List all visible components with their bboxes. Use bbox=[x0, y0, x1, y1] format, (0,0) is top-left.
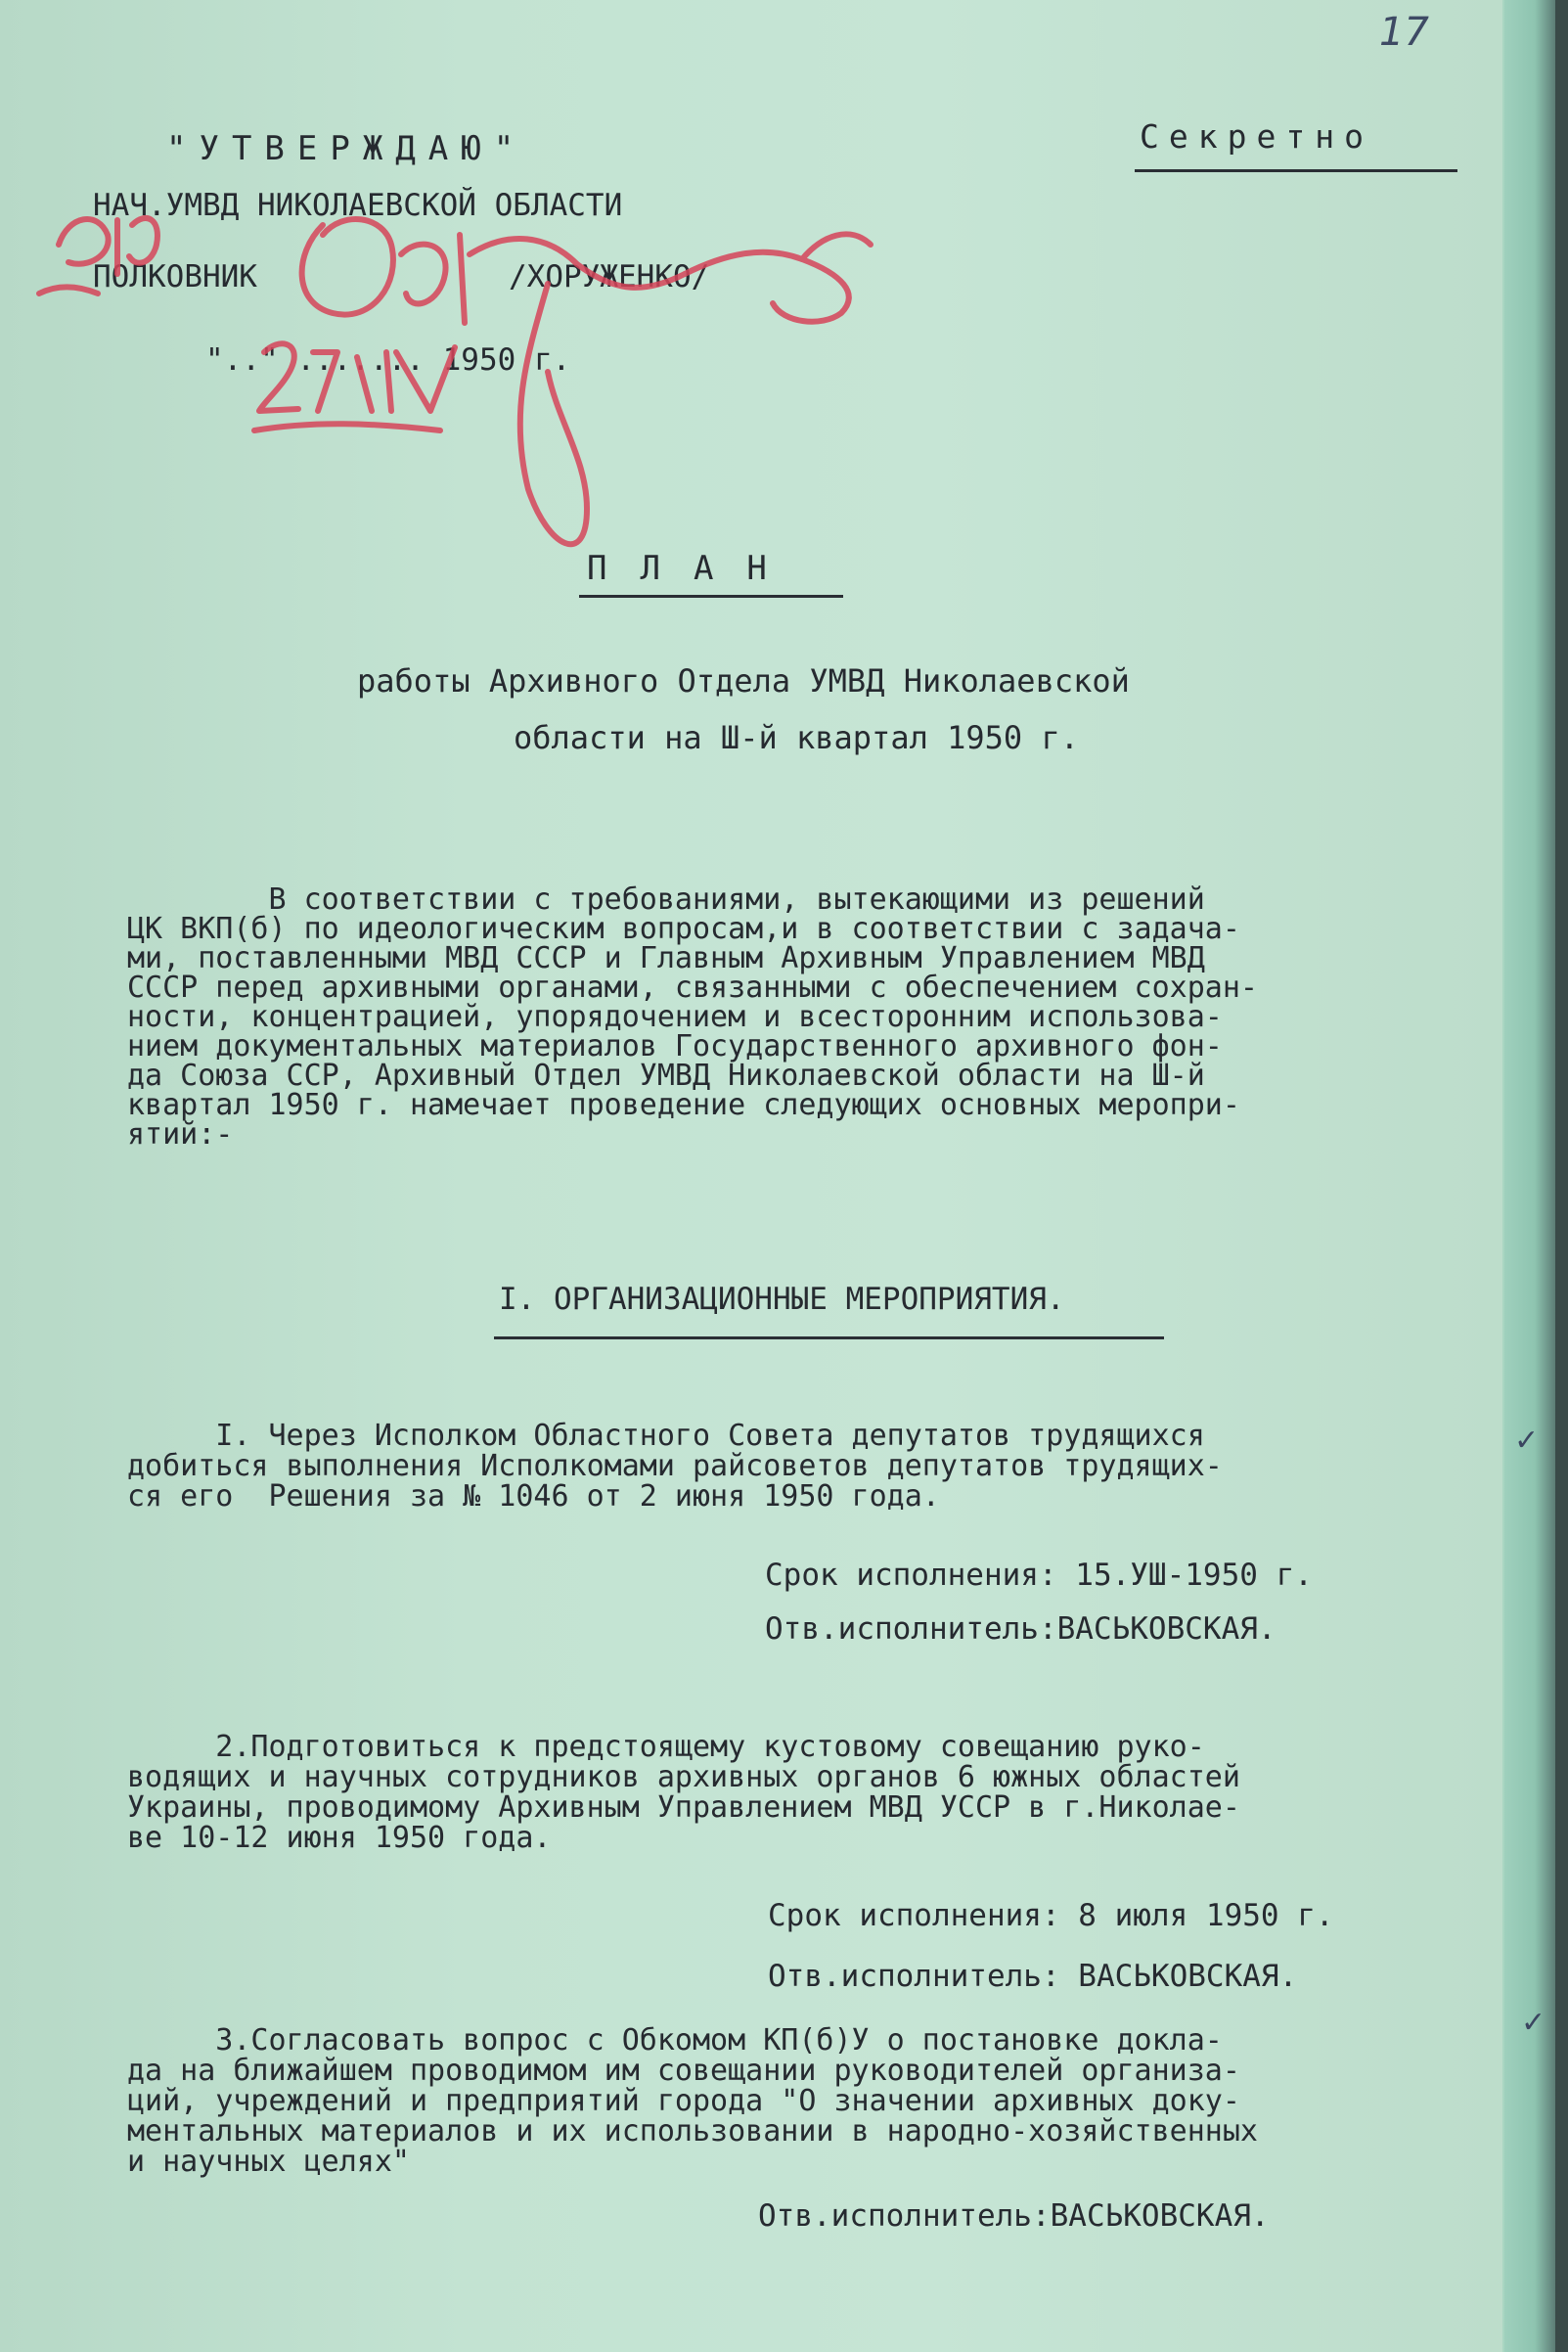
approval-position: НАЧ.УМВД НИКОЛАЕВСКОЙ ОБЛАСТИ bbox=[93, 188, 623, 223]
plan-item-3 bbox=[127, 2025, 1516, 2177]
intro-line: квартал 1950 г. намечает проведение следующих основных меропри- bbox=[127, 1088, 1240, 1122]
plan-item-line: ся его Решения за № 1046 от 2 июня 1950 года. bbox=[127, 1479, 940, 1514]
plan-item-line: I. Через Исполком Областного Совета депутатов трудящихся bbox=[127, 1419, 1205, 1453]
document-title-underline bbox=[579, 595, 843, 598]
approval-date: ".." ....... 1950 г. bbox=[205, 342, 571, 378]
classification-underline bbox=[1135, 169, 1457, 172]
plan-item-line: ве 10-12 июня 1950 года. bbox=[127, 1821, 552, 1855]
sheet-number: 17 bbox=[1379, 10, 1429, 55]
check-icon: ✓ bbox=[1521, 2006, 1546, 2040]
plan-item-2-deadline: Срок исполнения: 8 июля 1950 г. bbox=[768, 1898, 1334, 1933]
classification-label: Секретно bbox=[1140, 117, 1373, 156]
intro-line: В соответствии с требованиями, вытекающими из решений bbox=[127, 882, 1205, 917]
intro-line: ятий:- bbox=[127, 1117, 234, 1152]
plan-item-3-executor: Отв.исполнитель:ВАСЬКОВСКАЯ. bbox=[758, 2198, 1270, 2234]
plan-item-1-executor: Отв.исполнитель:ВАСЬКОВСКАЯ. bbox=[765, 1611, 1277, 1647]
intro-line: нием документальных материалов Государственного архивного фон- bbox=[127, 1029, 1223, 1063]
plan-item-1-deadline: Срок исполнения: 15.УШ-1950 г. bbox=[765, 1558, 1313, 1593]
plan-item-line: водящих и научных сотрудников архивных органов 6 южных областей bbox=[127, 1760, 1240, 1794]
intro-line: ЦК ВКП(б) по идеологическим вопросам,и в соответствии с задача- bbox=[127, 912, 1240, 946]
intro-line: СССР перед архивными органами, связанными с обеспечением сохран- bbox=[127, 971, 1258, 1005]
plan-item-line: ций, учреждений и предприятий города "О значении архивных доку- bbox=[127, 2084, 1240, 2118]
plan-item-line: 3.Согласовать вопрос с Обкомом КП(б)У о постановке докла- bbox=[127, 2023, 1223, 2058]
document-title: ПЛАН bbox=[587, 549, 800, 588]
plan-item-line: да на ближайшем проводимом им совещании руководителей организа- bbox=[127, 2054, 1240, 2088]
intro-paragraph bbox=[127, 882, 1497, 1152]
approval-title: "УТВЕРЖДАЮ" bbox=[166, 129, 527, 168]
plan-item-2-executor: Отв.исполнитель: ВАСЬКОВСКАЯ. bbox=[768, 1959, 1298, 1994]
plan-item-line: и научных целях" bbox=[127, 2145, 410, 2179]
next-page-edge bbox=[1502, 0, 1555, 2352]
section-heading-underline bbox=[494, 1336, 1164, 1339]
plan-item-line: ментальных материалов и их использовании в народно-хозяйственных bbox=[127, 2114, 1258, 2148]
intro-line: да Союза ССР, Архивный Отдел УМВД Николаевской области на Ш-й bbox=[127, 1059, 1205, 1093]
plan-item-1 bbox=[127, 1421, 1516, 1512]
plan-item-line: добиться выполнения Исполкомами райсоветов депутатов трудящих- bbox=[127, 1449, 1223, 1483]
intro-line: ми, поставленными МВД СССР и Главным Архивным Управлением МВД bbox=[127, 941, 1205, 975]
approval-rank: ПОЛКОВНИК bbox=[93, 259, 257, 294]
document-subtitle-line-1: работы Архивного Отдела УМВД Николаевской bbox=[357, 662, 1130, 700]
document-subtitle-line-2: области на Ш-й квартал 1950 г. bbox=[514, 719, 1079, 756]
section-heading: I. ОРГАНИЗАЦИОННЫЕ МЕРОПРИЯТИЯ. bbox=[499, 1282, 1065, 1317]
plan-item-line: 2.Подготовиться к предстоящему кустовому совещанию руко- bbox=[127, 1730, 1205, 1764]
approval-name: /ХОРУЖЕНКО/ bbox=[509, 259, 710, 294]
plan-item-2 bbox=[127, 1732, 1516, 1853]
intro-line: ности, концентрацией, упорядочением и всесторонним использова- bbox=[127, 1000, 1223, 1034]
plan-item-line: Украины, проводимому Архивным Управлением МВД УССР в г.Николае- bbox=[127, 1790, 1240, 1825]
check-icon: ✓ bbox=[1514, 1424, 1540, 1458]
